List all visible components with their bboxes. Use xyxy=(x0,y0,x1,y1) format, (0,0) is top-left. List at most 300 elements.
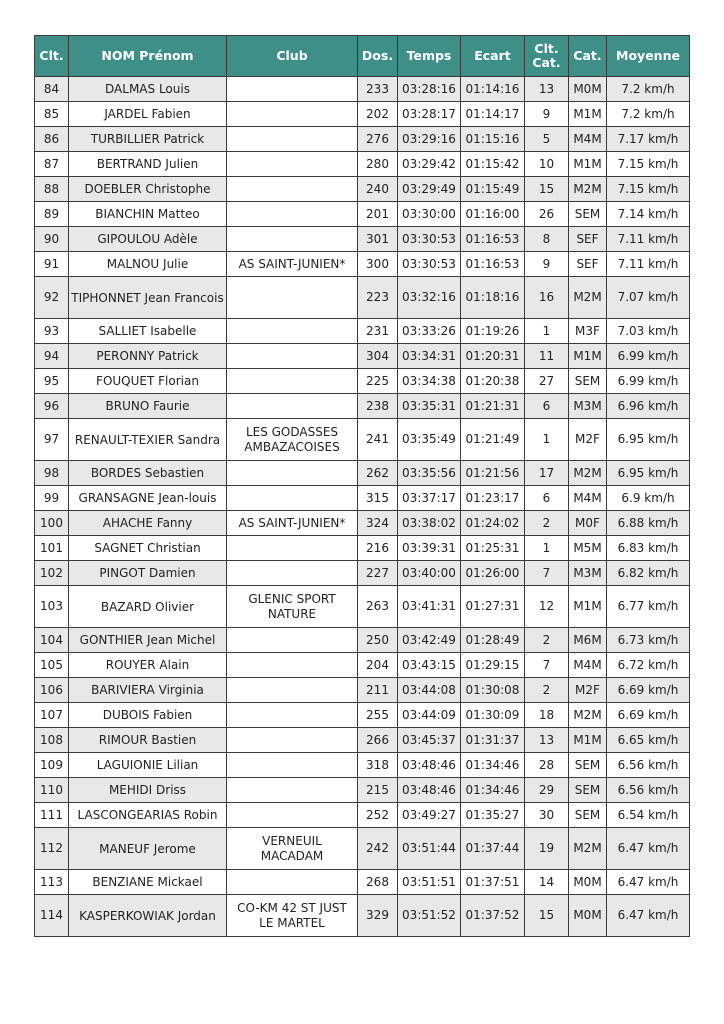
rank-cell: 86 xyxy=(35,127,69,152)
cat-rank-cell: 18 xyxy=(525,703,569,728)
category-cell: SEM xyxy=(569,369,607,394)
bib-cell: 238 xyxy=(358,394,398,419)
speed-cell: 6.69 km/h xyxy=(607,703,690,728)
gap-cell: 01:30:08 xyxy=(461,678,525,703)
category-cell: SEM xyxy=(569,753,607,778)
rank-cell: 99 xyxy=(35,486,69,511)
gap-cell: 01:20:38 xyxy=(461,369,525,394)
category-cell: M6M xyxy=(569,628,607,653)
cat-rank-cell: 14 xyxy=(525,870,569,895)
speed-cell: 6.47 km/h xyxy=(607,895,690,937)
speed-cell: 7.2 km/h xyxy=(607,77,690,102)
table-row xyxy=(35,728,690,753)
table-row xyxy=(35,461,690,486)
time-cell: 03:30:53 xyxy=(398,252,461,277)
cat-rank-cell: 19 xyxy=(525,828,569,870)
speed-cell: 6.69 km/h xyxy=(607,678,690,703)
rank-cell: 94 xyxy=(35,344,69,369)
category-cell: M2M xyxy=(569,277,607,319)
bib-cell: 227 xyxy=(358,561,398,586)
time-cell: 03:51:44 xyxy=(398,828,461,870)
gap-cell: 01:30:09 xyxy=(461,703,525,728)
rank-cell: 95 xyxy=(35,369,69,394)
category-cell: M2F xyxy=(569,419,607,461)
rank-cell: 112 xyxy=(35,828,69,870)
category-cell: M4M xyxy=(569,653,607,678)
time-cell: 03:51:51 xyxy=(398,870,461,895)
club-cell xyxy=(227,277,358,319)
club-cell xyxy=(227,461,358,486)
time-cell: 03:49:27 xyxy=(398,803,461,828)
speed-cell: 7.14 km/h xyxy=(607,202,690,227)
table-row xyxy=(35,344,690,369)
cat-rank-cell: 26 xyxy=(525,202,569,227)
rank-cell: 113 xyxy=(35,870,69,895)
name-cell: AHACHE Fanny xyxy=(69,511,227,536)
results-table xyxy=(34,35,690,937)
bib-cell: 329 xyxy=(358,895,398,937)
name-cell: BARIVIERA Virginia xyxy=(69,678,227,703)
time-cell: 03:28:16 xyxy=(398,77,461,102)
gap-cell: 01:28:49 xyxy=(461,628,525,653)
rank-cell: 97 xyxy=(35,419,69,461)
name-cell: LAGUIONIE Lilian xyxy=(69,753,227,778)
gap-cell: 01:18:16 xyxy=(461,277,525,319)
rank-cell: 103 xyxy=(35,586,69,628)
gap-cell: 01:23:17 xyxy=(461,486,525,511)
name-cell: MANEUF Jerome xyxy=(69,828,227,870)
cat-rank-cell: 11 xyxy=(525,344,569,369)
rank-cell: 110 xyxy=(35,778,69,803)
club-cell: GLENIC SPORT NATURE xyxy=(227,586,358,628)
bib-cell: 223 xyxy=(358,277,398,319)
cat-rank-cell: 17 xyxy=(525,461,569,486)
name-cell: BENZIANE Mickael xyxy=(69,870,227,895)
club-cell xyxy=(227,778,358,803)
category-cell: M3F xyxy=(569,319,607,344)
bib-cell: 216 xyxy=(358,536,398,561)
category-cell: M3M xyxy=(569,561,607,586)
category-cell: M2F xyxy=(569,678,607,703)
name-cell: DALMAS Louis xyxy=(69,77,227,102)
gap-cell: 01:34:46 xyxy=(461,753,525,778)
speed-cell: 6.65 km/h xyxy=(607,728,690,753)
rank-cell: 98 xyxy=(35,461,69,486)
table-row xyxy=(35,778,690,803)
bib-cell: 315 xyxy=(358,486,398,511)
bib-cell: 250 xyxy=(358,628,398,653)
speed-cell: 6.73 km/h xyxy=(607,628,690,653)
gap-cell: 01:21:49 xyxy=(461,419,525,461)
table-row xyxy=(35,870,690,895)
club-cell xyxy=(227,678,358,703)
category-cell: SEF xyxy=(569,252,607,277)
gap-cell: 01:19:26 xyxy=(461,319,525,344)
header-club: Club xyxy=(227,36,358,77)
cat-rank-cell: 28 xyxy=(525,753,569,778)
time-cell: 03:37:17 xyxy=(398,486,461,511)
speed-cell: 7.15 km/h xyxy=(607,177,690,202)
cat-rank-cell: 30 xyxy=(525,803,569,828)
club-cell xyxy=(227,728,358,753)
header-gap: Ecart xyxy=(461,36,525,77)
category-cell: SEM xyxy=(569,803,607,828)
category-cell: M1M xyxy=(569,152,607,177)
club-cell xyxy=(227,394,358,419)
cat-rank-cell: 1 xyxy=(525,319,569,344)
category-cell: M0M xyxy=(569,870,607,895)
table-row xyxy=(35,102,690,127)
gap-cell: 01:14:17 xyxy=(461,102,525,127)
club-cell: VERNEUIL MACADAM xyxy=(227,828,358,870)
category-cell: M1M xyxy=(569,586,607,628)
time-cell: 03:32:16 xyxy=(398,277,461,319)
time-cell: 03:39:31 xyxy=(398,536,461,561)
time-cell: 03:30:53 xyxy=(398,227,461,252)
cat-rank-cell: 6 xyxy=(525,394,569,419)
gap-cell: 01:21:31 xyxy=(461,394,525,419)
table-row xyxy=(35,252,690,277)
gap-cell: 01:37:52 xyxy=(461,895,525,937)
time-cell: 03:38:02 xyxy=(398,511,461,536)
speed-cell: 7.17 km/h xyxy=(607,127,690,152)
gap-cell: 01:25:31 xyxy=(461,536,525,561)
name-cell: ROUYER Alain xyxy=(69,653,227,678)
category-cell: M2M xyxy=(569,461,607,486)
bib-cell: 252 xyxy=(358,803,398,828)
name-cell: MEHIDI Driss xyxy=(69,778,227,803)
club-cell xyxy=(227,202,358,227)
bib-cell: 202 xyxy=(358,102,398,127)
table-row xyxy=(35,895,690,937)
table-row xyxy=(35,152,690,177)
cat-rank-cell: 10 xyxy=(525,152,569,177)
category-cell: M0M xyxy=(569,77,607,102)
cat-rank-cell: 1 xyxy=(525,536,569,561)
table-row xyxy=(35,678,690,703)
bib-cell: 262 xyxy=(358,461,398,486)
rank-cell: 104 xyxy=(35,628,69,653)
category-cell: SEM xyxy=(569,778,607,803)
cat-rank-cell: 6 xyxy=(525,486,569,511)
gap-cell: 01:15:16 xyxy=(461,127,525,152)
cat-rank-cell: 8 xyxy=(525,227,569,252)
table-row xyxy=(35,828,690,870)
name-cell: SALLIET Isabelle xyxy=(69,319,227,344)
bib-cell: 280 xyxy=(358,152,398,177)
club-cell xyxy=(227,486,358,511)
bib-cell: 255 xyxy=(358,703,398,728)
club-cell xyxy=(227,102,358,127)
time-cell: 03:29:42 xyxy=(398,152,461,177)
gap-cell: 01:21:56 xyxy=(461,461,525,486)
gap-cell: 01:14:16 xyxy=(461,77,525,102)
time-cell: 03:29:49 xyxy=(398,177,461,202)
category-cell: M2M xyxy=(569,703,607,728)
name-cell: GONTHIER Jean Michel xyxy=(69,628,227,653)
time-cell: 03:44:08 xyxy=(398,678,461,703)
speed-cell: 6.96 km/h xyxy=(607,394,690,419)
speed-cell: 6.47 km/h xyxy=(607,870,690,895)
rank-cell: 85 xyxy=(35,102,69,127)
time-cell: 03:35:31 xyxy=(398,394,461,419)
rank-cell: 88 xyxy=(35,177,69,202)
gap-cell: 01:24:02 xyxy=(461,511,525,536)
time-cell: 03:35:49 xyxy=(398,419,461,461)
club-cell xyxy=(227,870,358,895)
rank-cell: 109 xyxy=(35,753,69,778)
club-cell: AS SAINT-JUNIEN* xyxy=(227,511,358,536)
club-cell xyxy=(227,536,358,561)
speed-cell: 6.56 km/h xyxy=(607,753,690,778)
bib-cell: 215 xyxy=(358,778,398,803)
rank-cell: 102 xyxy=(35,561,69,586)
header-name: NOM Prénom xyxy=(69,36,227,77)
table-row xyxy=(35,561,690,586)
rank-cell: 93 xyxy=(35,319,69,344)
table-row xyxy=(35,628,690,653)
club-cell xyxy=(227,152,358,177)
table-row xyxy=(35,227,690,252)
rank-cell: 90 xyxy=(35,227,69,252)
rank-cell: 92 xyxy=(35,277,69,319)
name-cell: PINGOT Damien xyxy=(69,561,227,586)
rank-cell: 100 xyxy=(35,511,69,536)
name-cell: FOUQUET Florian xyxy=(69,369,227,394)
category-cell: M3M xyxy=(569,394,607,419)
bib-cell: 211 xyxy=(358,678,398,703)
time-cell: 03:48:46 xyxy=(398,753,461,778)
table-row xyxy=(35,127,690,152)
gap-cell: 01:34:46 xyxy=(461,778,525,803)
table-row xyxy=(35,486,690,511)
time-cell: 03:33:26 xyxy=(398,319,461,344)
table-row xyxy=(35,511,690,536)
name-cell: BIANCHIN Matteo xyxy=(69,202,227,227)
club-cell xyxy=(227,753,358,778)
rank-cell: 111 xyxy=(35,803,69,828)
table-row xyxy=(35,319,690,344)
name-cell: TIPHONNET Jean Francois xyxy=(69,277,227,319)
speed-cell: 6.99 km/h xyxy=(607,369,690,394)
club-cell xyxy=(227,369,358,394)
club-cell xyxy=(227,127,358,152)
bib-cell: 242 xyxy=(358,828,398,870)
speed-cell: 6.95 km/h xyxy=(607,461,690,486)
gap-cell: 01:15:49 xyxy=(461,177,525,202)
time-cell: 03:43:15 xyxy=(398,653,461,678)
speed-cell: 6.83 km/h xyxy=(607,536,690,561)
bib-cell: 204 xyxy=(358,653,398,678)
gap-cell: 01:20:31 xyxy=(461,344,525,369)
cat-rank-cell: 29 xyxy=(525,778,569,803)
gap-cell: 01:26:00 xyxy=(461,561,525,586)
time-cell: 03:29:16 xyxy=(398,127,461,152)
rank-cell: 107 xyxy=(35,703,69,728)
rank-cell: 84 xyxy=(35,77,69,102)
table-row xyxy=(35,536,690,561)
gap-cell: 01:35:27 xyxy=(461,803,525,828)
category-cell: M1M xyxy=(569,102,607,127)
speed-cell: 6.82 km/h xyxy=(607,561,690,586)
speed-cell: 6.72 km/h xyxy=(607,653,690,678)
club-cell xyxy=(227,653,358,678)
table-row xyxy=(35,277,690,319)
gap-cell: 01:37:44 xyxy=(461,828,525,870)
cat-rank-cell: 5 xyxy=(525,127,569,152)
name-cell: BAZARD Olivier xyxy=(69,586,227,628)
category-cell: M4M xyxy=(569,127,607,152)
gap-cell: 01:29:15 xyxy=(461,653,525,678)
header-cat-rank: Clt. Cat. xyxy=(525,36,569,77)
time-cell: 03:34:31 xyxy=(398,344,461,369)
cat-rank-cell: 7 xyxy=(525,561,569,586)
club-cell xyxy=(227,628,358,653)
name-cell: BRUNO Faurie xyxy=(69,394,227,419)
results-body xyxy=(35,77,690,937)
bib-cell: 240 xyxy=(358,177,398,202)
table-row xyxy=(35,369,690,394)
name-cell: JARDEL Fabien xyxy=(69,102,227,127)
bib-cell: 318 xyxy=(358,753,398,778)
cat-rank-cell: 2 xyxy=(525,678,569,703)
bib-cell: 301 xyxy=(358,227,398,252)
gap-cell: 01:16:53 xyxy=(461,252,525,277)
table-row xyxy=(35,753,690,778)
name-cell: MALNOU Julie xyxy=(69,252,227,277)
rank-cell: 114 xyxy=(35,895,69,937)
rank-cell: 101 xyxy=(35,536,69,561)
bib-cell: 304 xyxy=(358,344,398,369)
bib-cell: 231 xyxy=(358,319,398,344)
speed-cell: 6.88 km/h xyxy=(607,511,690,536)
name-cell: DUBOIS Fabien xyxy=(69,703,227,728)
gap-cell: 01:16:53 xyxy=(461,227,525,252)
speed-cell: 7.07 km/h xyxy=(607,277,690,319)
speed-cell: 6.47 km/h xyxy=(607,828,690,870)
name-cell: LASCONGEARIAS Robin xyxy=(69,803,227,828)
category-cell: M0M xyxy=(569,895,607,937)
bib-cell: 241 xyxy=(358,419,398,461)
name-cell: SAGNET Christian xyxy=(69,536,227,561)
bib-cell: 263 xyxy=(358,586,398,628)
cat-rank-cell: 9 xyxy=(525,252,569,277)
speed-cell: 6.54 km/h xyxy=(607,803,690,828)
rank-cell: 106 xyxy=(35,678,69,703)
name-cell: DOEBLER Christophe xyxy=(69,177,227,202)
speed-cell: 7.11 km/h xyxy=(607,227,690,252)
speed-cell: 6.56 km/h xyxy=(607,778,690,803)
category-cell: M4M xyxy=(569,486,607,511)
club-cell xyxy=(227,319,358,344)
table-row xyxy=(35,419,690,461)
cat-rank-cell: 12 xyxy=(525,586,569,628)
speed-cell: 7.11 km/h xyxy=(607,252,690,277)
rank-cell: 108 xyxy=(35,728,69,753)
name-cell: PERONNY Patrick xyxy=(69,344,227,369)
cat-rank-cell: 1 xyxy=(525,419,569,461)
category-cell: M1M xyxy=(569,344,607,369)
category-cell: M1M xyxy=(569,728,607,753)
table-row xyxy=(35,177,690,202)
bib-cell: 225 xyxy=(358,369,398,394)
header-bib: Dos. xyxy=(358,36,398,77)
club-cell xyxy=(227,227,358,252)
gap-cell: 01:27:31 xyxy=(461,586,525,628)
cat-rank-cell: 27 xyxy=(525,369,569,394)
bib-cell: 268 xyxy=(358,870,398,895)
cat-rank-cell: 16 xyxy=(525,277,569,319)
table-row xyxy=(35,77,690,102)
rank-cell: 87 xyxy=(35,152,69,177)
gap-cell: 01:16:00 xyxy=(461,202,525,227)
name-cell: BORDES Sebastien xyxy=(69,461,227,486)
cat-rank-cell: 15 xyxy=(525,177,569,202)
gap-cell: 01:37:51 xyxy=(461,870,525,895)
club-cell xyxy=(227,344,358,369)
time-cell: 03:48:46 xyxy=(398,778,461,803)
name-cell: TURBILLIER Patrick xyxy=(69,127,227,152)
gap-cell: 01:15:42 xyxy=(461,152,525,177)
time-cell: 03:45:37 xyxy=(398,728,461,753)
rank-cell: 96 xyxy=(35,394,69,419)
time-cell: 03:28:17 xyxy=(398,102,461,127)
speed-cell: 7.03 km/h xyxy=(607,319,690,344)
rank-cell: 89 xyxy=(35,202,69,227)
cat-rank-cell: 2 xyxy=(525,628,569,653)
club-cell: AS SAINT-JUNIEN* xyxy=(227,252,358,277)
club-cell xyxy=(227,177,358,202)
cat-rank-cell: 2 xyxy=(525,511,569,536)
bib-cell: 266 xyxy=(358,728,398,753)
header-rank: Clt. xyxy=(35,36,69,77)
bib-cell: 276 xyxy=(358,127,398,152)
time-cell: 03:30:00 xyxy=(398,202,461,227)
time-cell: 03:34:38 xyxy=(398,369,461,394)
speed-cell: 6.77 km/h xyxy=(607,586,690,628)
header-speed: Moyenne xyxy=(607,36,690,77)
header-time: Temps xyxy=(398,36,461,77)
name-cell: BERTRAND Julien xyxy=(69,152,227,177)
table-row xyxy=(35,586,690,628)
header-category: Cat. xyxy=(569,36,607,77)
category-cell: SEM xyxy=(569,202,607,227)
gap-cell: 01:31:37 xyxy=(461,728,525,753)
club-cell: LES GODASSES AMBAZACOISES xyxy=(227,419,358,461)
table-row xyxy=(35,803,690,828)
table-row xyxy=(35,653,690,678)
time-cell: 03:41:31 xyxy=(398,586,461,628)
cat-rank-cell: 15 xyxy=(525,895,569,937)
name-cell: KASPERKOWIAK Jordan xyxy=(69,895,227,937)
bib-cell: 233 xyxy=(358,77,398,102)
table-row xyxy=(35,394,690,419)
category-cell: M0F xyxy=(569,511,607,536)
rank-cell: 91 xyxy=(35,252,69,277)
speed-cell: 6.99 km/h xyxy=(607,344,690,369)
bib-cell: 324 xyxy=(358,511,398,536)
time-cell: 03:40:00 xyxy=(398,561,461,586)
category-cell: SEF xyxy=(569,227,607,252)
header-row xyxy=(35,36,690,77)
name-cell: RENAULT-TEXIER Sandra xyxy=(69,419,227,461)
cat-rank-cell: 7 xyxy=(525,653,569,678)
time-cell: 03:44:09 xyxy=(398,703,461,728)
table-row xyxy=(35,202,690,227)
club-cell xyxy=(227,803,358,828)
time-cell: 03:35:56 xyxy=(398,461,461,486)
category-cell: M2M xyxy=(569,828,607,870)
